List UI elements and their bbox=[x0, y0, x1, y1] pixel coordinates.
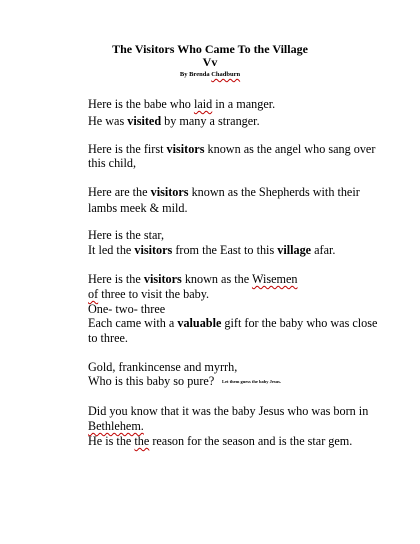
stage-note: Let them guess the baby Jesus. bbox=[222, 379, 282, 384]
author-byline bbox=[0, 71, 420, 79]
text: village bbox=[277, 243, 312, 257]
poem-line bbox=[88, 243, 335, 257]
text: of bbox=[88, 287, 99, 301]
byline-prefix: By Brenda bbox=[179, 71, 212, 78]
poem-line bbox=[88, 114, 260, 128]
text: reason for the season and is the star gem. bbox=[149, 434, 353, 448]
text: Here are the bbox=[88, 185, 151, 199]
text: in a manger. bbox=[212, 97, 276, 111]
text: known as the bbox=[181, 272, 252, 286]
poem-line bbox=[88, 287, 209, 301]
poem-line: Gold, frankincense and myrrh, bbox=[88, 360, 238, 374]
text: visitors bbox=[134, 243, 173, 257]
text: Here is the first bbox=[88, 142, 167, 156]
poem-line: Who is this baby so pure? bbox=[88, 374, 215, 388]
poem-line: this child, bbox=[88, 156, 137, 170]
text: It led the bbox=[88, 243, 135, 257]
text: visitors bbox=[143, 272, 182, 286]
text: from the East to this bbox=[172, 243, 278, 257]
poem-line: One- two- three bbox=[88, 302, 166, 316]
text: three to visit the baby. bbox=[98, 287, 210, 301]
byline-name: Chadburn bbox=[211, 71, 241, 78]
text: by many a stranger. bbox=[161, 114, 260, 128]
poem-line bbox=[88, 97, 275, 111]
poem-line: lambs meek & mild. bbox=[88, 201, 188, 215]
poem-line: to three. bbox=[88, 331, 128, 345]
text: the bbox=[134, 434, 150, 448]
text: visited bbox=[127, 114, 162, 128]
document-title: The Visitors Who Came To the Village bbox=[112, 42, 308, 56]
poem-line bbox=[88, 419, 144, 433]
poem-line bbox=[88, 434, 352, 448]
poem-line: Here is the star, bbox=[88, 228, 164, 242]
text: visitors bbox=[166, 142, 205, 156]
text: visitors bbox=[150, 185, 189, 199]
document-subtitle: Vv bbox=[202, 55, 218, 69]
text: Here is the bbox=[88, 272, 144, 286]
text: He is the bbox=[88, 434, 135, 448]
text: known as the Shepherds with their bbox=[188, 185, 360, 199]
poem-line: Did you know that it was the baby Jesus who was born in bbox=[88, 404, 369, 418]
text: known as the angel who sang over bbox=[204, 142, 376, 156]
text: gift for the baby who was close bbox=[221, 316, 378, 330]
text: Here is the babe who bbox=[88, 97, 194, 111]
poem-line bbox=[88, 272, 298, 286]
text: Wisemen bbox=[251, 272, 298, 286]
text: Each came with a bbox=[88, 316, 178, 330]
poem-line bbox=[88, 185, 360, 199]
text: Bethlehem. bbox=[88, 419, 144, 433]
text: laid bbox=[193, 97, 213, 111]
text: valuable bbox=[177, 316, 222, 330]
text: He was bbox=[88, 114, 128, 128]
poem-line bbox=[88, 142, 375, 156]
poem-line bbox=[88, 316, 377, 330]
text: afar. bbox=[311, 243, 336, 257]
